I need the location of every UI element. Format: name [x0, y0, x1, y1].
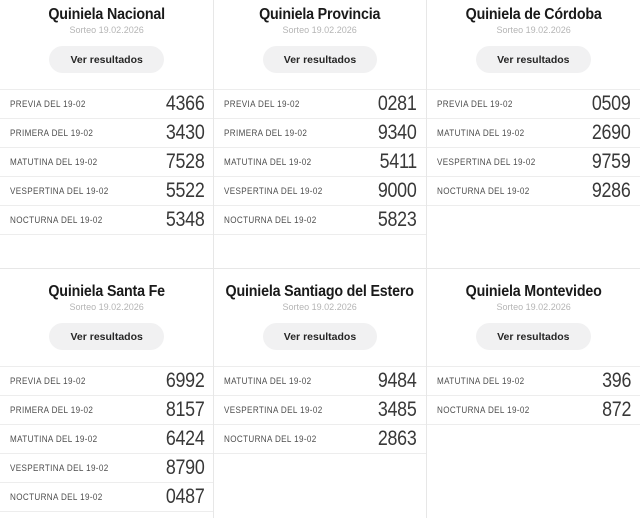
draw-value: 5522 — [165, 179, 205, 202]
draw-label: VESPERTINA DEL 19-02 — [224, 186, 323, 196]
card-draw-date: Sorteo 19.02.2026 — [496, 25, 571, 36]
result-row — [0, 119, 213, 148]
lottery-card — [427, 268, 640, 518]
results-list — [0, 89, 213, 235]
result-row — [0, 483, 213, 512]
draw-value: 2690 — [592, 121, 631, 144]
draw-label: NOCTURNA DEL 19-02 — [10, 215, 103, 225]
draw-value: 3485 — [377, 398, 417, 421]
draw-value: 9000 — [377, 179, 417, 202]
card-title: Quiniela de Córdoba — [465, 6, 602, 23]
draw-value: 5411 — [379, 150, 417, 173]
result-row — [214, 90, 425, 119]
result-row — [214, 396, 425, 425]
draw-label: VESPERTINA DEL 19-02 — [10, 463, 109, 473]
ver-resultados-button[interactable]: Ver resultados — [476, 323, 590, 350]
card-title: Quiniela Nacional — [48, 6, 165, 23]
draw-label: NOCTURNA DEL 19-02 — [436, 405, 530, 415]
draw-value: 9759 — [592, 150, 631, 173]
card-draw-date: Sorteo 19.02.2026 — [496, 302, 571, 313]
card-draw-date: Sorteo 19.02.2026 — [69, 25, 144, 36]
draw-label: MATUTINA DEL 19-02 — [10, 157, 98, 167]
result-row — [0, 90, 213, 119]
result-row — [0, 148, 213, 177]
draw-label: PREVIA DEL 19-02 — [224, 99, 301, 109]
results-list — [0, 366, 213, 512]
card-title: Quiniela Santa Fe — [48, 283, 165, 300]
draw-label: NOCTURNA DEL 19-02 — [224, 434, 317, 444]
result-row — [214, 425, 425, 454]
ver-resultados-button[interactable]: Ver resultados — [263, 46, 377, 73]
draw-value: 5823 — [377, 208, 417, 231]
results-list — [214, 89, 425, 235]
result-row — [427, 90, 640, 119]
card-title: Quiniela Santiago del Estero — [225, 283, 415, 300]
result-row — [214, 367, 425, 396]
draw-label: NOCTURNA DEL 19-02 — [10, 492, 103, 502]
card-draw-date: Sorteo 19.02.2026 — [69, 302, 144, 313]
draw-value: 2863 — [377, 427, 417, 450]
draw-label: VESPERTINA DEL 19-02 — [224, 405, 323, 415]
results-list — [427, 89, 640, 206]
lottery-card — [213, 268, 426, 518]
draw-label: PRIMERA DEL 19-02 — [10, 128, 94, 138]
draw-value: 5348 — [165, 208, 205, 231]
draw-label: NOCTURNA DEL 19-02 — [224, 215, 317, 225]
result-row — [0, 396, 213, 425]
draw-value: 8157 — [165, 398, 205, 421]
ver-resultados-button[interactable]: Ver resultados — [476, 46, 590, 73]
lottery-card — [0, 0, 213, 268]
result-row — [214, 206, 425, 235]
ver-resultados-button[interactable]: Ver resultados — [263, 323, 377, 350]
draw-label: PREVIA DEL 19-02 — [10, 99, 86, 109]
result-row — [214, 177, 425, 206]
draw-value: 8790 — [165, 456, 205, 479]
draw-label: MATUTINA DEL 19-02 — [10, 434, 98, 444]
card-draw-date: Sorteo 19.02.2026 — [282, 25, 358, 36]
result-row — [427, 148, 640, 177]
draw-value: 6992 — [165, 369, 205, 392]
card-draw-date: Sorteo 19.02.2026 — [282, 302, 358, 313]
draw-value: 7528 — [165, 150, 205, 173]
lottery-card — [427, 0, 640, 268]
ver-resultados-button[interactable]: Ver resultados — [49, 46, 163, 73]
results-list — [427, 366, 640, 425]
draw-value: 9340 — [377, 121, 417, 144]
result-row — [214, 119, 425, 148]
draw-value: 0281 — [377, 92, 417, 115]
card-title: Quiniela Provincia — [259, 6, 381, 23]
result-row — [0, 425, 213, 454]
draw-label: MATUTINA DEL 19-02 — [436, 376, 525, 386]
draw-label: PREVIA DEL 19-02 — [436, 99, 513, 109]
result-row — [0, 454, 213, 483]
result-row — [427, 177, 640, 206]
card-title: Quiniela Montevideo — [465, 283, 602, 300]
result-row — [0, 206, 213, 235]
lottery-card — [0, 268, 213, 518]
draw-value: 0509 — [592, 92, 631, 115]
draw-label: PRIMERA DEL 19-02 — [224, 128, 308, 138]
lottery-card — [213, 0, 426, 268]
draw-label: VESPERTINA DEL 19-02 — [10, 186, 109, 196]
results-list — [214, 366, 425, 454]
draw-value: 4366 — [165, 92, 205, 115]
result-row — [427, 119, 640, 148]
draw-label: MATUTINA DEL 19-02 — [224, 157, 312, 167]
result-row — [427, 367, 640, 396]
result-row — [0, 367, 213, 396]
result-row — [427, 396, 640, 425]
result-row — [214, 148, 425, 177]
draw-label: PREVIA DEL 19-02 — [10, 376, 86, 386]
draw-label: NOCTURNA DEL 19-02 — [436, 186, 530, 196]
draw-value: 872 — [601, 398, 631, 421]
draw-label: PRIMERA DEL 19-02 — [10, 405, 94, 415]
draw-value: 9484 — [377, 369, 417, 392]
ver-resultados-button[interactable]: Ver resultados — [49, 323, 163, 350]
draw-value: 0487 — [165, 485, 205, 508]
draw-label: MATUTINA DEL 19-02 — [436, 128, 525, 138]
draw-value: 9286 — [592, 179, 631, 202]
draw-value: 396 — [601, 369, 631, 392]
draw-value: 6424 — [165, 427, 205, 450]
draw-value: 3430 — [165, 121, 205, 144]
result-row — [0, 177, 213, 206]
draw-label: MATUTINA DEL 19-02 — [224, 376, 312, 386]
draw-label: VESPERTINA DEL 19-02 — [436, 157, 536, 167]
